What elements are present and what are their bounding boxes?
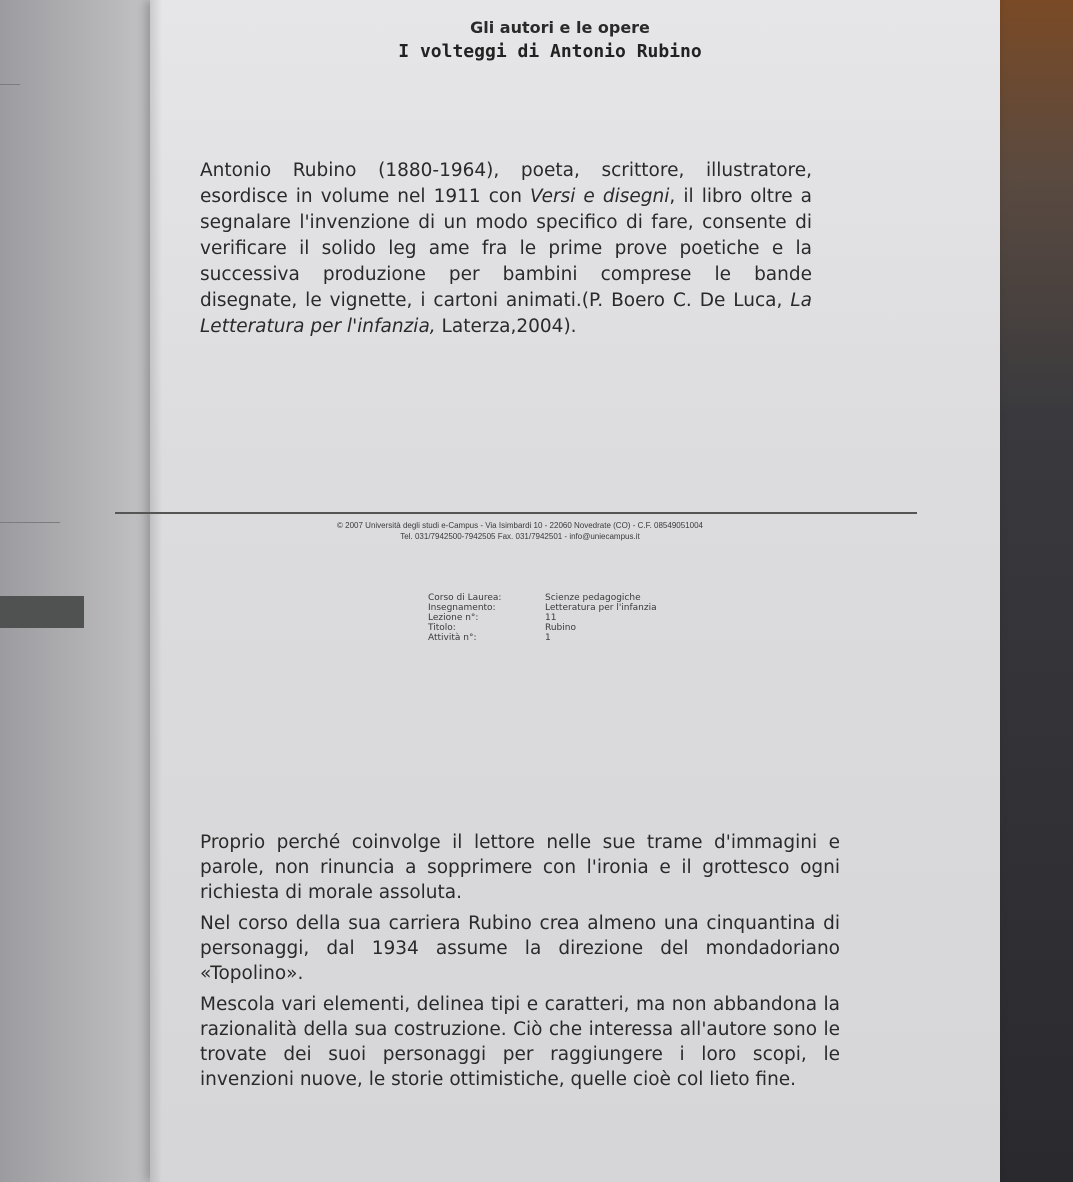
- intro-text-a: Antonio Rubino (1880-1964), poeta, scrittore, illustratore, esordisce in volume nel 1911 con: [200, 160, 812, 207]
- page-title: I volteggi di Antonio Rubino: [398, 41, 702, 62]
- background-desk: [1000, 0, 1073, 1182]
- left-facing-page: [0, 0, 160, 1182]
- info-label: Titolo:: [428, 623, 456, 633]
- left-page-line: [0, 84, 20, 85]
- intro-text-b: , il libro oltre a segnalare l'invenzione di un modo specifico di fare, consente di verificare il solido leg ame fra le prime prove poetiche e la successiva produzione per bambini comprese le bande disegnate, le vignette, i cartoni animati.(P. Boero C. De Luca,: [200, 186, 812, 311]
- lesson-info-row: [428, 623, 657, 633]
- left-page-line: [0, 522, 60, 523]
- body-paragraph: Nel corso della sua carriera Rubino crea almeno una cinquantina di personaggi, dal 1934 assume la direzione del mondadoriano «Topolino».: [200, 913, 840, 984]
- lesson-info: [428, 593, 657, 643]
- info-label: Corso di Laurea:: [428, 593, 502, 603]
- footer-divider: [115, 512, 917, 514]
- body-paragraph: Proprio perché coinvolge il lettore nelle sue trame d'immagini e parole, non rinuncia a sopprimere con l'ironia e il grottesco ogni richiesta di morale assoluta.: [200, 832, 840, 903]
- info-label: Lezione n°:: [428, 613, 479, 623]
- info-value: 1: [545, 633, 551, 643]
- body-text: [200, 830, 840, 1098]
- info-label: Insegnamento:: [428, 603, 496, 613]
- page-edge-shadow: [150, 0, 162, 1182]
- info-value: 11: [545, 613, 557, 623]
- lesson-info-row: [428, 603, 657, 613]
- footer-contacts: Tel. 031/7942500-7942505 Fax. 031/7942501 - info@uniecampus.it: [400, 532, 640, 541]
- lesson-info-row: [428, 613, 657, 623]
- intro-text-c: Laterza,2004).: [435, 316, 577, 337]
- lesson-info-row: [428, 633, 657, 643]
- footer-address: © 2007 Università degli studi e-Campus - Via Isimbardi 10 - 22060 Novedrate (CO) - C.F. 08549051004: [337, 521, 703, 530]
- info-value: Letteratura per l'infanzia: [545, 603, 657, 613]
- lesson-info-row: [428, 593, 657, 603]
- book-title: Versi e disegni: [530, 186, 670, 207]
- citation-title: La Letteratura per l'infanzia,: [200, 290, 812, 337]
- left-page-dark-mark: [0, 596, 84, 628]
- info-value: Rubino: [545, 623, 576, 633]
- intro-paragraph: [200, 158, 812, 340]
- page-header: [150, 18, 850, 62]
- body-paragraph: Mescola vari elementi, delinea tipi e caratteri, ma non abbandona la razionalità della sua costruzione. Ciò che interessa all'autore sono le trovate dei suoi personaggi per raggiungere i loro scopi, le invenzioni nuove, le storie ottimistiche, quelle cioè col lieto fine.: [200, 994, 840, 1090]
- institution-footer: [300, 520, 740, 542]
- info-value: Scienze pedagogiche: [545, 593, 641, 603]
- info-label: Attività n°:: [428, 633, 477, 643]
- section-subtitle: Gli autori e le opere: [470, 18, 650, 37]
